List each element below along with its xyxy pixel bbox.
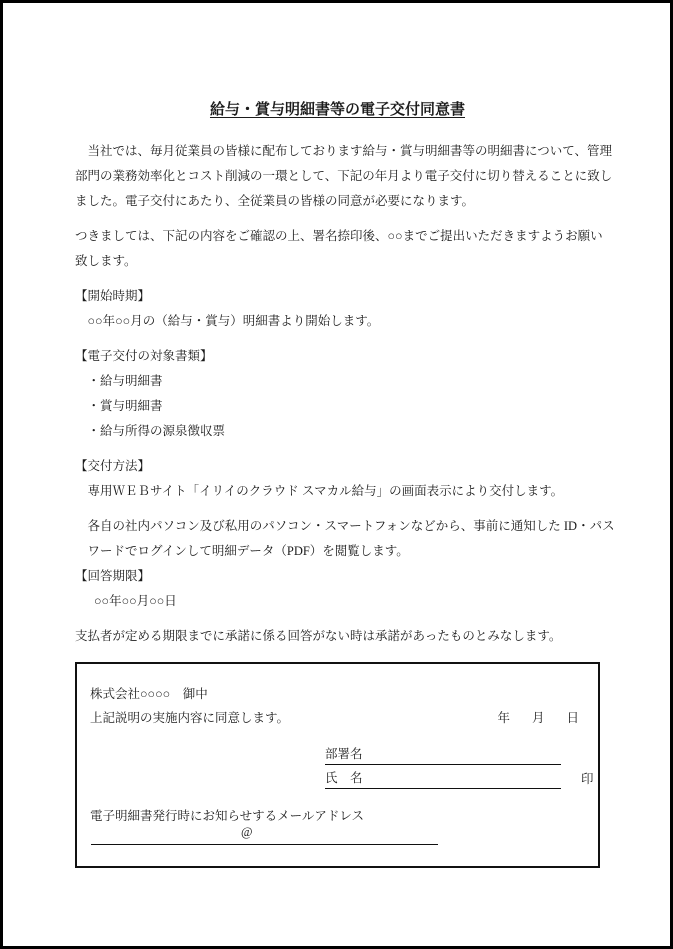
section-heading-delivery-method: 【交付方法】 [75, 459, 151, 473]
intro-paragraph-2-line-2: 致します。 [75, 254, 137, 268]
delivery-method-body-2 [75, 514, 615, 564]
intro-paragraph-1 [75, 139, 613, 214]
email-note: 電子明細書発行時にお知らせするメールアドレス [90, 809, 365, 823]
intro-paragraph-1-line-3: ました。電子交付にあたり、全従業員の皆様の同意が必要になります。 [75, 194, 475, 208]
consent-form-box [75, 662, 600, 868]
delivery-method-body-2-line-1: 各自の社内パソコン及び私用のパソコン・スマートフォンなどから、事前に通知した ID・パス [87, 519, 615, 533]
page-title: 給与・賞与明細書等の電子交付同意書 [209, 102, 465, 118]
email-field[interactable] [91, 820, 438, 845]
reply-deadline-date: ○○年○○月○○日 [94, 594, 177, 608]
deemed-consent-notice: 支払者が定める期限までに承諾に係る回答がない時は承諾があったものとみなします。 [75, 629, 562, 643]
date-year-label: 年 [497, 711, 510, 725]
form-date-fields[interactable] [497, 710, 579, 727]
document-content [3, 3, 670, 868]
delivery-method-body-2-line-2: ワードでログインして明細データ（PDF）を閲覧します。 [87, 544, 409, 558]
delivery-method-body-1: 専用ＷＥＢサイト「イリイのクラウド スマカル給与」の画面表示により交付します。 [87, 484, 564, 498]
intro-paragraph-1-line-1: 当社では、毎月従業員の皆様に配布しております給与・賞与明細書等の明細書について、管理 [87, 144, 613, 158]
section-heading-start-period: 【開始時期】 [75, 289, 151, 303]
at-sign: @ [241, 825, 253, 839]
name-label: 氏 名 [325, 771, 363, 785]
intro-paragraph-2 [75, 224, 603, 274]
section-heading-target-documents: 【電子交付の対象書類】 [75, 349, 213, 363]
form-addressee: 株式会社○○○○ 御中 [90, 687, 208, 701]
department-label: 部署名 [325, 747, 363, 761]
department-field[interactable] [325, 744, 561, 765]
target-document-item-salary: ・給与明細書 [87, 374, 163, 388]
seal-label: 印 [581, 772, 594, 786]
name-field[interactable] [325, 768, 561, 789]
intro-paragraph-1-line-2: 部門の業務効率化とコスト削減の一環として、下記の年月より電子交付に切り替えることに致し [75, 169, 613, 183]
form-agreement-statement: 上記説明の実施内容に同意します。 [90, 711, 290, 725]
intro-paragraph-2-line-1: つきましては、下記の内容をご確認の上、署名捺印後、○○までご提出いただきますようお願い [75, 229, 603, 243]
start-period-body: ○○年○○月の（給与・賞与）明細書より開始します。 [87, 314, 380, 328]
target-document-item-bonus: ・賞与明細書 [87, 399, 163, 413]
date-month-label: 月 [531, 711, 545, 725]
section-heading-reply-deadline: 【回答期限】 [75, 569, 151, 583]
target-document-item-withholding: ・給与所得の源泉徴収票 [87, 424, 226, 438]
date-day-label: 日 [566, 711, 579, 725]
